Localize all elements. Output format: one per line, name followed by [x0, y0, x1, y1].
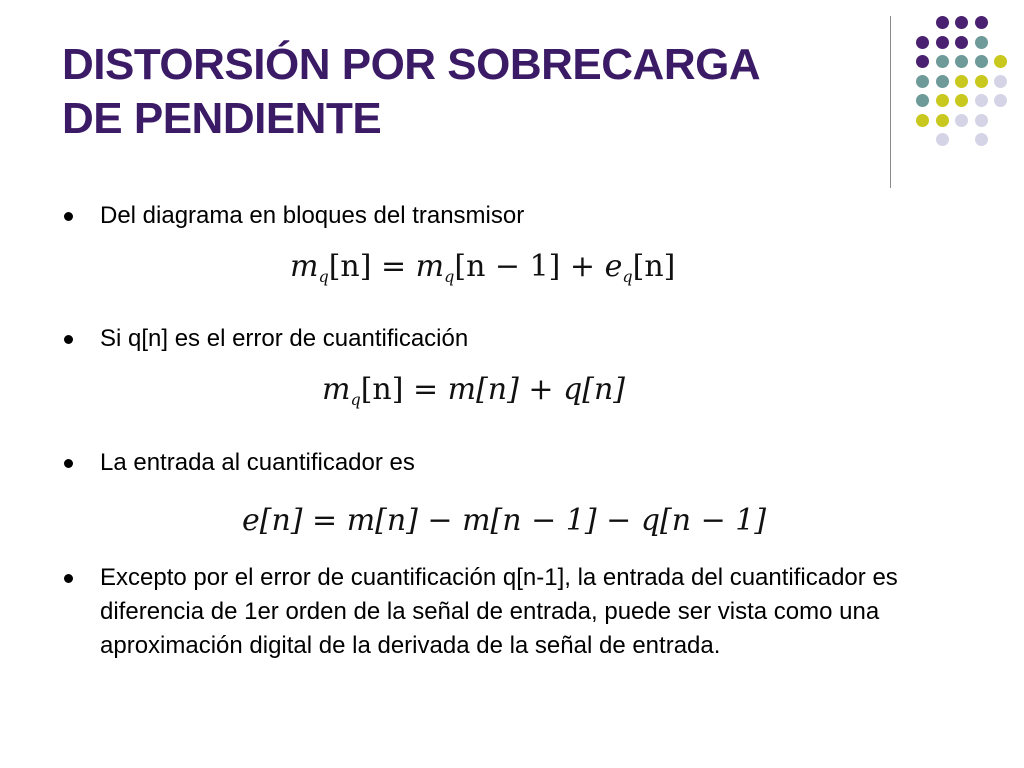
decorative-dot-purple — [955, 16, 968, 29]
eq2-plus: + — [518, 372, 564, 407]
eq3-minus-1: − — [417, 503, 463, 538]
eq2-equals: = — [403, 372, 448, 407]
bullet-item-4 — [62, 561, 942, 663]
bullet-text: Si q[n] es el error de cuantificación — [100, 325, 469, 352]
decorative-dot-lavender — [994, 75, 1007, 88]
decorative-dot-olive — [994, 55, 1007, 68]
decorative-dot-olive — [975, 75, 988, 88]
equation-3 — [242, 501, 766, 541]
decorative-dot-olive — [916, 114, 929, 127]
equation-1 — [290, 247, 675, 297]
eq2-t2: q[n] — [563, 372, 625, 407]
decorative-dot-olive — [936, 94, 949, 107]
decorative-dot-teal — [936, 55, 949, 68]
decorative-dot-lavender — [975, 114, 988, 127]
bullet-item-3 — [62, 446, 942, 480]
decorative-dot-lavender — [955, 114, 968, 127]
slide-title — [62, 38, 882, 146]
bullet-dot-icon — [64, 335, 73, 344]
decorative-dot-teal — [975, 36, 988, 49]
eq1-t1-arg: [n − 1] — [454, 249, 561, 284]
equation-2 — [322, 370, 625, 420]
eq1-t2-e: e — [604, 249, 623, 284]
eq1-lhs-m: m — [290, 249, 319, 284]
eq1-lhs-sub: q — [318, 267, 329, 286]
decorative-dot-purple — [916, 36, 929, 49]
eq2-lhs-m: m — [322, 372, 351, 407]
decorative-dot-teal — [955, 55, 968, 68]
bullet-dot-icon — [64, 574, 73, 583]
decorative-dot-teal — [936, 75, 949, 88]
bullet-text: La entrada al cuantificador es — [100, 449, 415, 476]
eq3-equals: = — [302, 503, 347, 538]
eq3-t1: m[n] — [346, 503, 418, 538]
bullet-dot-icon — [64, 459, 73, 468]
eq3-minus-2: − — [596, 503, 641, 538]
eq1-t1-m: m — [415, 249, 445, 284]
slide-title-line-2: DE PENDIENTE — [62, 94, 382, 143]
eq2-t1: m[n] — [447, 372, 519, 407]
slide-title-line-1: DISTORSIÓN POR SOBRECARGA — [62, 40, 761, 89]
decorative-dot-olive — [955, 94, 968, 107]
decorative-dot-teal — [916, 94, 929, 107]
decorative-dot-lavender — [975, 133, 988, 146]
decorative-dot-olive — [936, 114, 949, 127]
eq1-equals: = — [371, 249, 416, 284]
bullet-text: Excepto por el error de cuantificación q[n-1], la entrada del cuantificador es diferencia de 1er orden de la señal de entrada, puede ser vista como una aproximación digital de la derivada de la señal de entrada. — [100, 564, 898, 659]
eq3-t3: q[n − 1] — [640, 503, 767, 538]
bullet-item-2 — [62, 322, 942, 356]
bullet-dot-icon — [64, 212, 73, 221]
decorative-dot-purple — [955, 36, 968, 49]
decorative-dot-teal — [916, 75, 929, 88]
title-divider — [890, 16, 891, 188]
decorative-dot-lavender — [994, 94, 1007, 107]
decorative-dot-purple — [975, 16, 988, 29]
bullet-text: Del diagrama en bloques del transmisor — [100, 202, 525, 229]
eq2-lhs-arg: [n] — [360, 372, 404, 407]
decorative-dot-lavender — [975, 94, 988, 107]
eq3-lhs: e[n] — [242, 503, 303, 538]
decorative-dot-purple — [936, 16, 949, 29]
decorative-dot-olive — [955, 75, 968, 88]
decorative-dot-teal — [975, 55, 988, 68]
decorative-dot-purple — [916, 55, 929, 68]
eq2-lhs-sub: q — [350, 390, 361, 409]
eq3-t2: m[n − 1] — [462, 503, 597, 538]
bullet-item-1 — [62, 199, 942, 233]
eq1-plus: + — [560, 249, 605, 284]
eq1-lhs-arg: [n] — [328, 249, 372, 284]
eq1-t1-sub: q — [444, 267, 455, 286]
eq1-t2-sub: q — [622, 267, 633, 286]
decorative-dot-purple — [936, 36, 949, 49]
decorative-dot-lavender — [936, 133, 949, 146]
eq1-t2-arg: [n] — [632, 249, 676, 284]
